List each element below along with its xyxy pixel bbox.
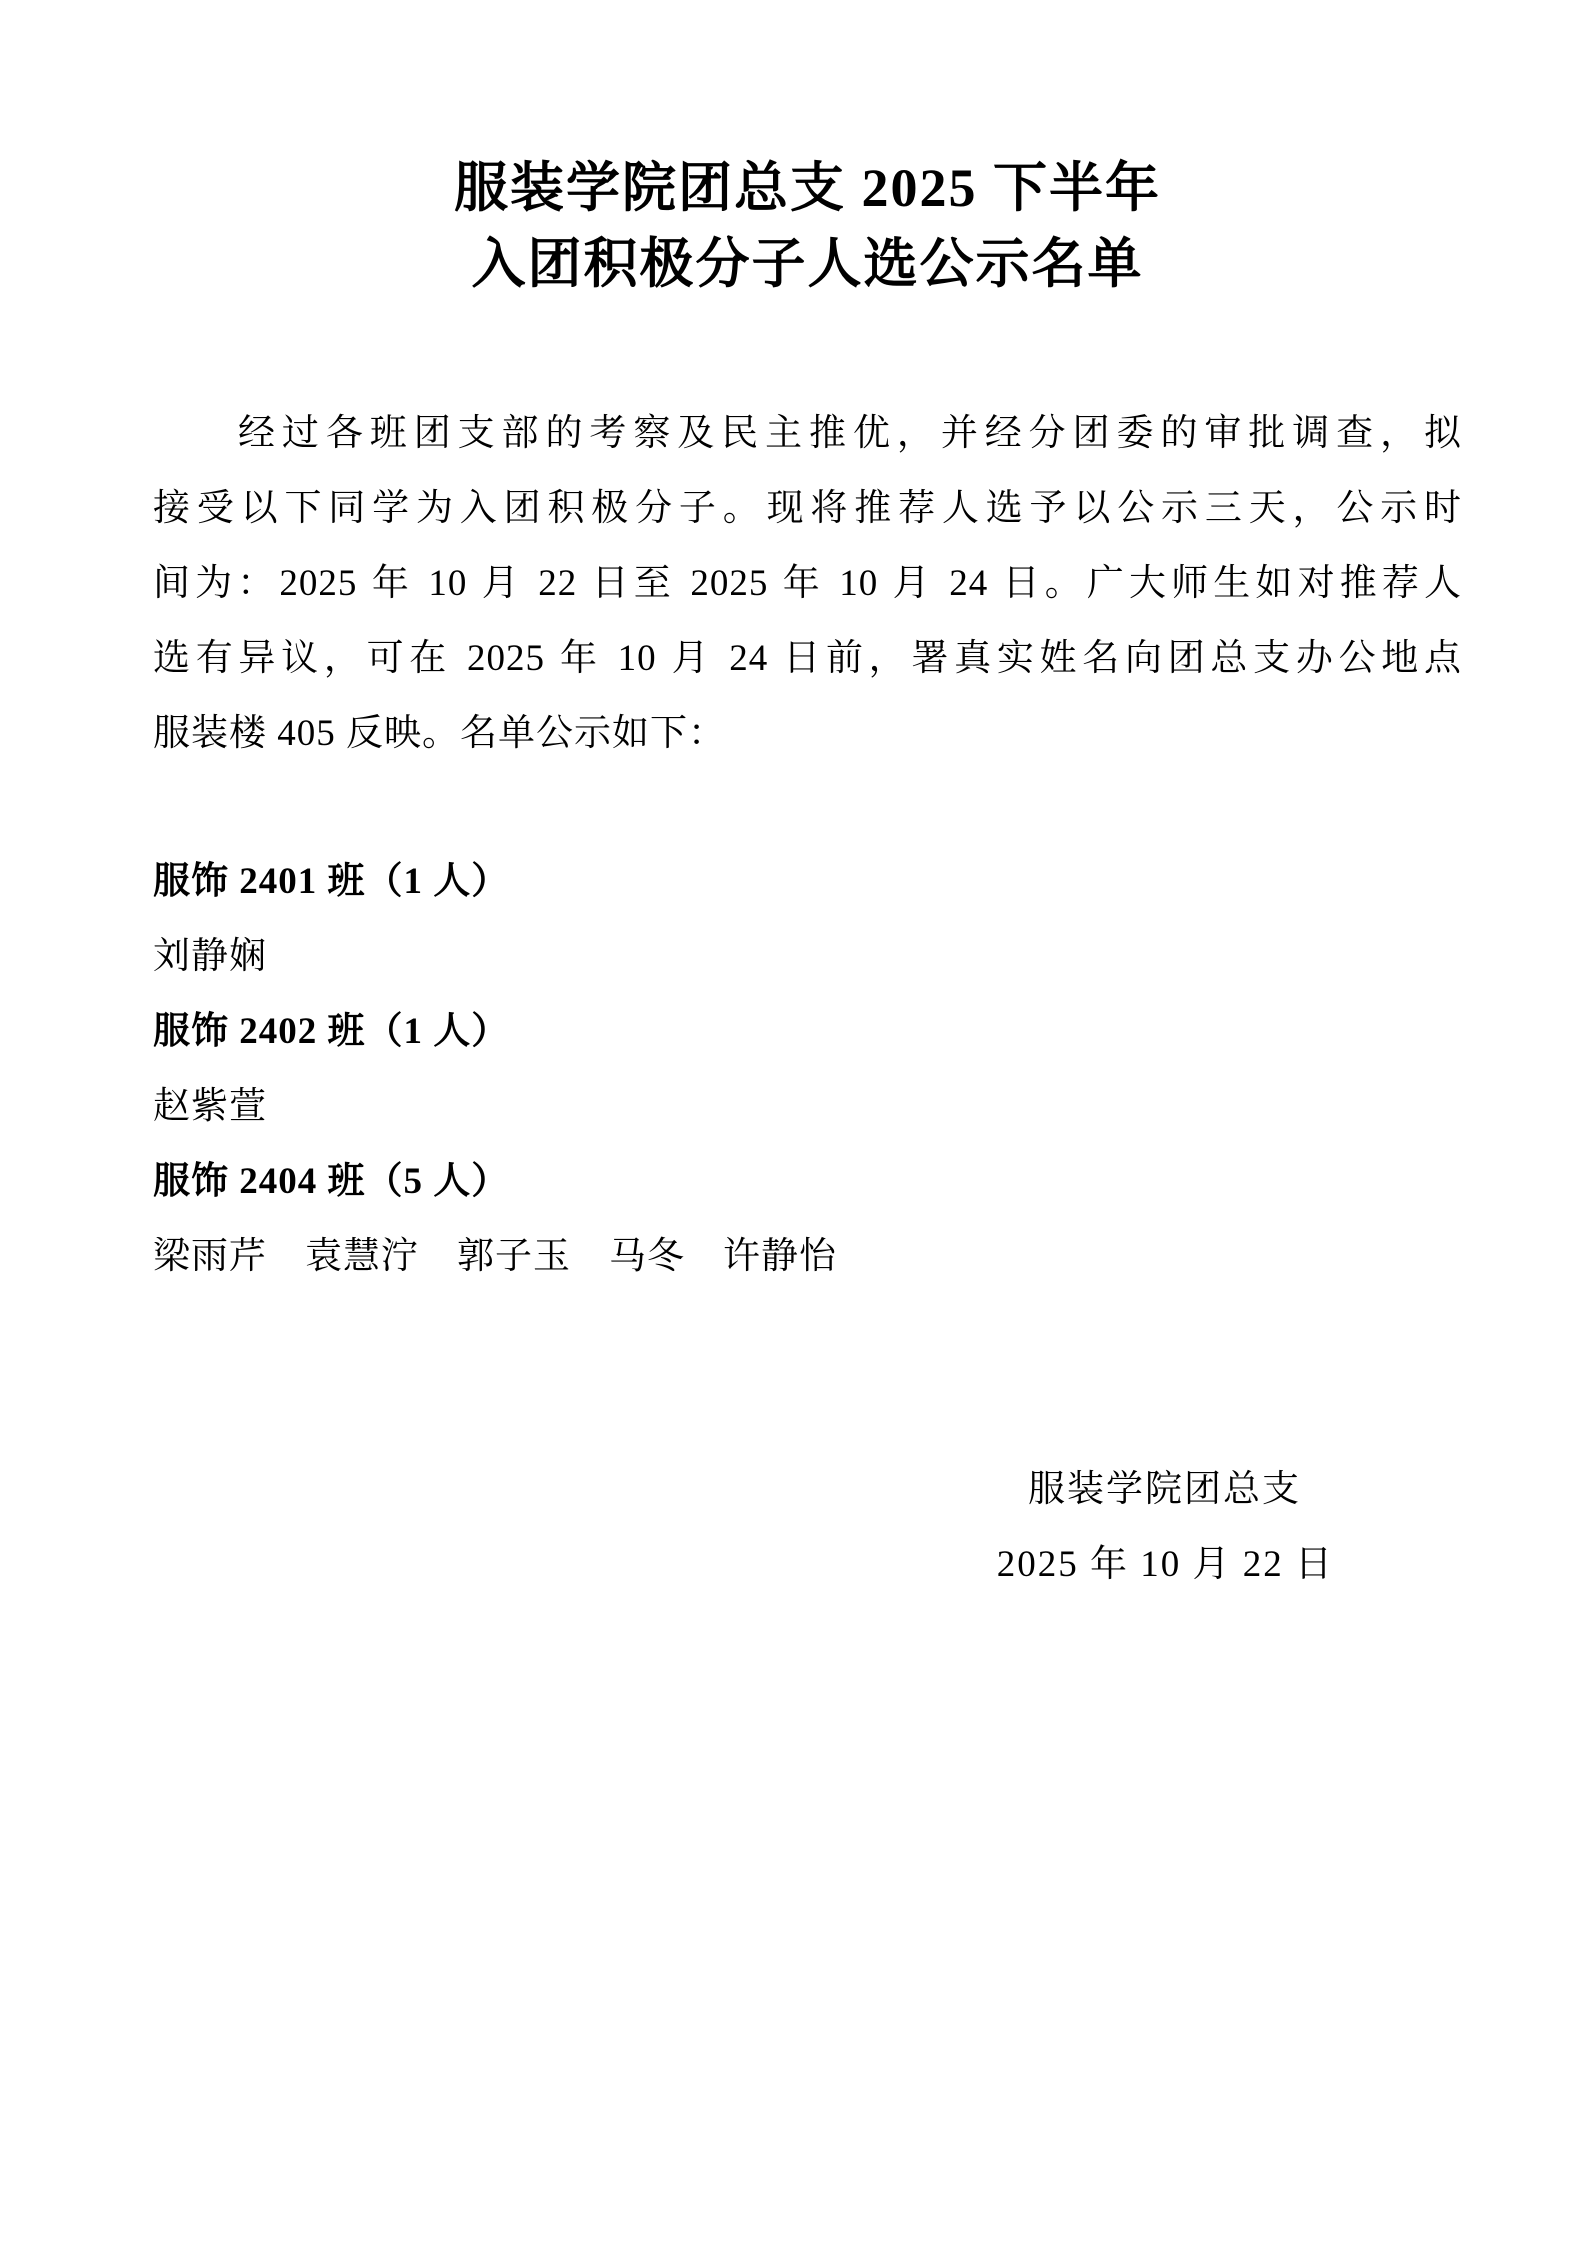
signature-date: 2025 年 10 月 22 日 xyxy=(996,1544,1334,1585)
signature-block xyxy=(153,1452,1462,1602)
class-heading-2401: 服饰 2401 班（1 人） xyxy=(153,861,510,902)
class-names-2402: 赵紫萱 xyxy=(153,1086,267,1127)
class-names-2404: 梁雨芹 袁慧泞 郭子玉 马冬 许静怡 xyxy=(153,1236,837,1277)
paragraph-line-1: 经过各班团支部的考察及民主推优，并经分团委的审批调查，拟 xyxy=(238,413,1462,454)
class-names-2401: 刘静娴 xyxy=(153,936,267,977)
paragraph-line-3: 间为：2025 年 10 月 22 日至 2025 年 10 月 24 日。广大师生如对推荐人 xyxy=(153,563,1462,604)
document-title xyxy=(153,150,1462,302)
class-heading-2402: 服饰 2402 班（1 人） xyxy=(153,1011,510,1052)
title-line-1: 服装学院团总支 2025 下半年 xyxy=(454,158,1161,218)
paragraph-line-4: 选有异议，可在 2025 年 10 月 24 日前，署真实姓名向团总支办公地点 xyxy=(153,638,1462,679)
candidate-list xyxy=(153,844,1462,1294)
body-paragraph xyxy=(153,396,1462,771)
signature-org: 服装学院团总支 xyxy=(1028,1469,1301,1510)
paragraph-line-2: 接受以下同学为入团积极分子。现将推荐人选予以公示三天，公示时 xyxy=(153,488,1462,529)
class-heading-2404: 服饰 2404 班（5 人） xyxy=(153,1161,510,1202)
paragraph-line-5: 服装楼 405 反映。名单公示如下： xyxy=(153,713,726,754)
title-line-2: 入团积极分子人选公示名单 xyxy=(471,234,1144,294)
